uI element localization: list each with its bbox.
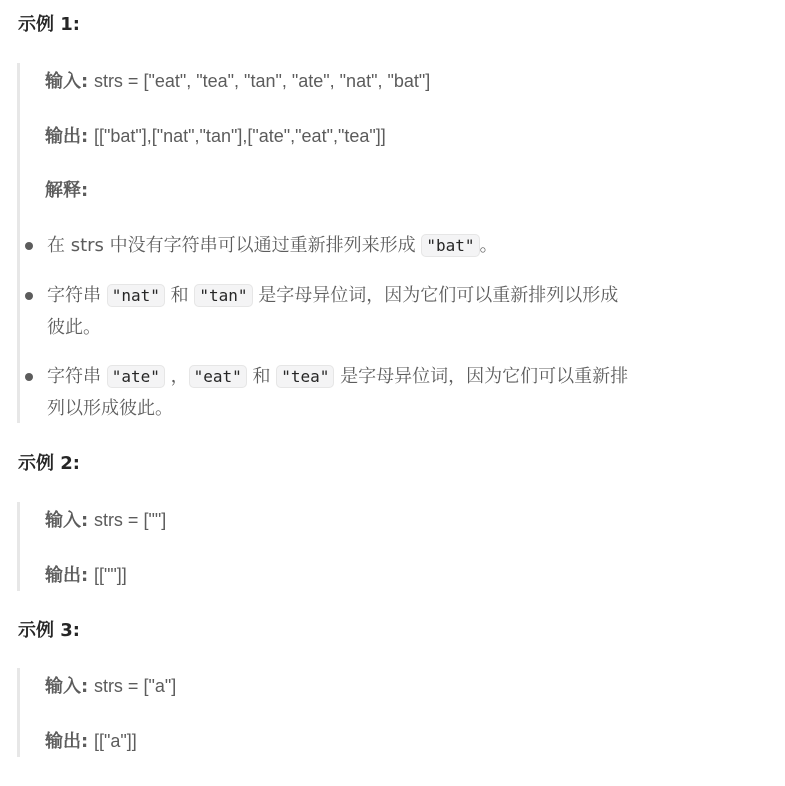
inline-code: "ate" — [107, 365, 165, 388]
output-value: [["a"]] — [93, 731, 137, 751]
bullet-text: 是字母异位词，因为它们可以重新排列以形成 — [252, 285, 619, 306]
bullet-text: 和 — [246, 366, 277, 387]
input-value: strs = ["a"] — [93, 676, 177, 696]
inline-code: "tan" — [194, 284, 252, 307]
output-label: 输出: — [45, 126, 89, 147]
list-item — [47, 230, 717, 262]
inline-code: "eat" — [189, 365, 247, 388]
bullet-text: 字符串 — [47, 366, 107, 387]
explanation-label: 解释: — [45, 180, 89, 201]
output-value: [[""]] — [93, 565, 127, 585]
bullet-text: ， — [164, 366, 189, 387]
example-1-heading: 示例 1: — [18, 14, 80, 35]
example-1-output — [45, 124, 386, 149]
bullet-text: 字符串 — [47, 285, 107, 306]
output-label: 输出: — [45, 731, 89, 752]
example-3-block — [17, 668, 740, 757]
inline-code: "tea" — [276, 365, 334, 388]
bullet-text: 在 strs 中没有字符串可以通过重新排列来形成 — [47, 235, 422, 256]
input-label: 输入: — [45, 676, 89, 697]
example-3-input — [45, 674, 176, 699]
example-3-output — [45, 729, 137, 754]
bullet-text: 列以形成彼此。 — [47, 398, 173, 419]
bullet-dot-icon — [25, 373, 33, 381]
example-1-input — [45, 69, 430, 94]
input-value: strs = [""] — [93, 510, 167, 530]
bullet-dot-icon — [25, 242, 33, 250]
example-1-explanation — [45, 179, 88, 203]
input-label: 输入: — [45, 71, 89, 92]
example-1-block — [17, 63, 740, 423]
bullet-text: 。 — [479, 235, 498, 256]
bullet-text: 彼此。 — [47, 317, 101, 338]
bullet-text: 是字母异位词，因为它们可以重新排 — [334, 366, 629, 387]
output-label: 输出: — [45, 565, 89, 586]
bullet-text: 和 — [164, 285, 195, 306]
example-2-output — [45, 563, 127, 588]
bullet-dot-icon — [25, 292, 33, 300]
inline-code: "nat" — [107, 284, 165, 307]
input-label: 输入: — [45, 510, 89, 531]
list-item — [47, 361, 717, 425]
output-value: [["bat"],["nat","tan"],["ate","eat","tea"]] — [93, 126, 386, 146]
list-item — [47, 280, 717, 344]
example-2-heading: 示例 2: — [18, 453, 80, 474]
example-2-block — [17, 502, 740, 591]
inline-code: "bat" — [421, 234, 479, 257]
example-3-heading: 示例 3: — [18, 620, 80, 641]
example-2-input — [45, 508, 166, 533]
input-value: strs = ["eat", "tea", "tan", "ate", "nat", "bat"] — [93, 71, 431, 91]
